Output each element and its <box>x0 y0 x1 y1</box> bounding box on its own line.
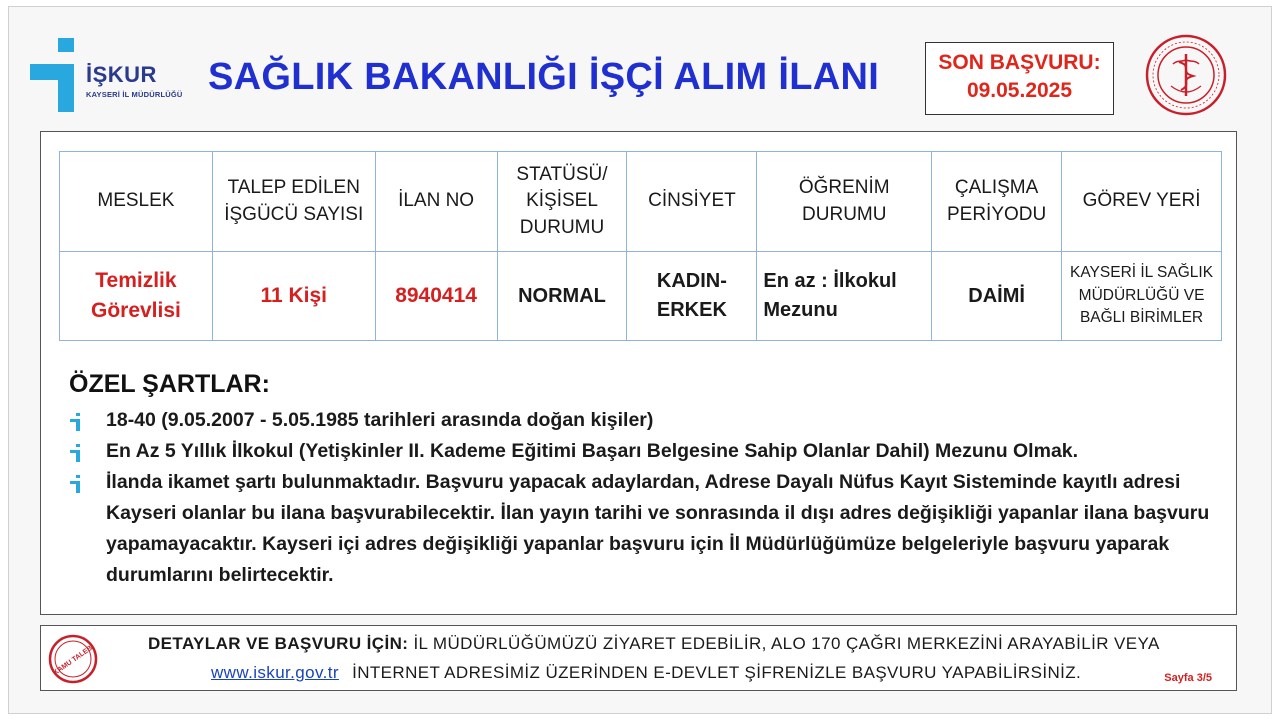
footer-panel <box>40 625 1237 691</box>
list-item <box>69 405 1219 436</box>
list-item <box>69 436 1219 467</box>
deadline-label: SON BAŞVURU: <box>938 51 1101 74</box>
logo-subtitle: KAYSERİ İL MÜDÜRLÜĞÜ <box>86 90 183 99</box>
footer-line-1-text: İL MÜDÜRLÜĞÜMÜZÜ ZİYARET EDEBİLİR, ALO 170 ÇAĞRI MERKEZİNİ ARAYABİLİR VEYA <box>413 634 1160 653</box>
list-item <box>69 467 1219 591</box>
iskur-logo-icon <box>28 36 84 116</box>
cell-talep: 11 Kişi <box>212 252 375 341</box>
logo-name: İŞKUR <box>86 62 157 87</box>
job-table <box>59 151 1222 341</box>
iskur-website-link[interactable]: www.iskur.gov.tr <box>211 663 339 682</box>
header-meslek: MESLEK <box>60 152 213 252</box>
table-row <box>60 252 1222 341</box>
footer-line-2-text: İNTERNET ADRESİMİZ ÜZERİNDEN E-DEVLET ŞİFRENİZLE BAŞVURU YAPABİLİRSİNİZ. <box>352 663 1082 682</box>
page-number: Sayfa 3/5 <box>1164 672 1212 684</box>
condition-text: 18-40 (9.05.2007 - 5.05.1985 tarihleri arasında doğan kişiler) <box>106 409 654 431</box>
footer-bold-label: DETAYLAR VE BAŞVURU İÇİN: <box>148 634 409 653</box>
footer-line-2 <box>211 663 1081 683</box>
deadline-date: 09.05.2025 <box>966 79 1073 102</box>
header-ogrenim: ÖĞRENİM DURUMU <box>757 152 932 252</box>
footer-line-1 <box>148 634 1160 654</box>
main-panel <box>40 131 1237 615</box>
condition-text: En Az 5 Yıllık İlkokul (Yetişkinler II. Kademe Eğitimi Başarı Belgesine Sahip Olanlar Dahil) Mezunu Olmak. <box>106 440 1079 462</box>
condition-text: İlanda ikamet şartı bulunmaktadır. Başvuru yapacak adaylardan, Adrese Dayalı Nüfus Kayıt Sisteminde kayıtlı adresi Kayseri olanlar bu ilana başvurabilecektir. İlan yayın tarihi ve sonrasında il dışı adres değişikliği yapanlar ilana başvuru yapamayacaktır. Kayseri içi adres değişikliği yapanlar başvuru için İl Müdürlüğümüze belgeleriyle başvuru yaparak durumlarını belirtecektir. <box>106 471 1210 586</box>
cell-statu: NORMAL <box>497 252 627 341</box>
table-header-row <box>60 152 1222 252</box>
iskur-bullet-icon <box>69 413 83 431</box>
health-ministry-seal-icon <box>1145 34 1227 116</box>
header-statu: STATÜSÜ/ KİŞİSEL DURUMU <box>497 152 627 252</box>
iskur-bullet-icon <box>69 444 83 462</box>
header-periyot: ÇALIŞMA PERİYODU <box>932 152 1062 252</box>
cell-ilan-no: 8940414 <box>375 252 497 341</box>
stamp-text: KAMU TALEBİ <box>52 643 96 677</box>
cell-meslek: Temizlik Görevlisi <box>60 252 213 341</box>
conditions-title: ÖZEL ŞARTLAR: <box>69 370 270 398</box>
header-gorev-yeri: GÖREV YERİ <box>1062 152 1222 252</box>
cell-cinsiyet: KADIN-ERKEK <box>627 252 757 341</box>
cell-gorev-yeri: KAYSERİ İL SAĞLIK MÜDÜRLÜĞÜ VE BAĞLI BİRİMLER <box>1062 252 1222 341</box>
iskur-bullet-icon <box>69 475 83 493</box>
cell-periyot: DAİMİ <box>932 252 1062 341</box>
deadline-box <box>925 42 1114 115</box>
iskur-logo <box>28 36 188 116</box>
header-talep: TALEP EDİLEN İŞGÜCÜ SAYISI <box>212 152 375 252</box>
conditions-list <box>69 405 1219 591</box>
header-ilan-no: İLAN NO <box>375 152 497 252</box>
page-title: SAĞLIK BAKANLIĞI İŞÇİ ALIM İLANI <box>208 56 880 98</box>
header-cinsiyet: CİNSİYET <box>627 152 757 252</box>
cell-ogrenim: En az : İlkokul Mezunu <box>757 252 932 341</box>
kamu-talebi-stamp-icon <box>48 634 98 684</box>
